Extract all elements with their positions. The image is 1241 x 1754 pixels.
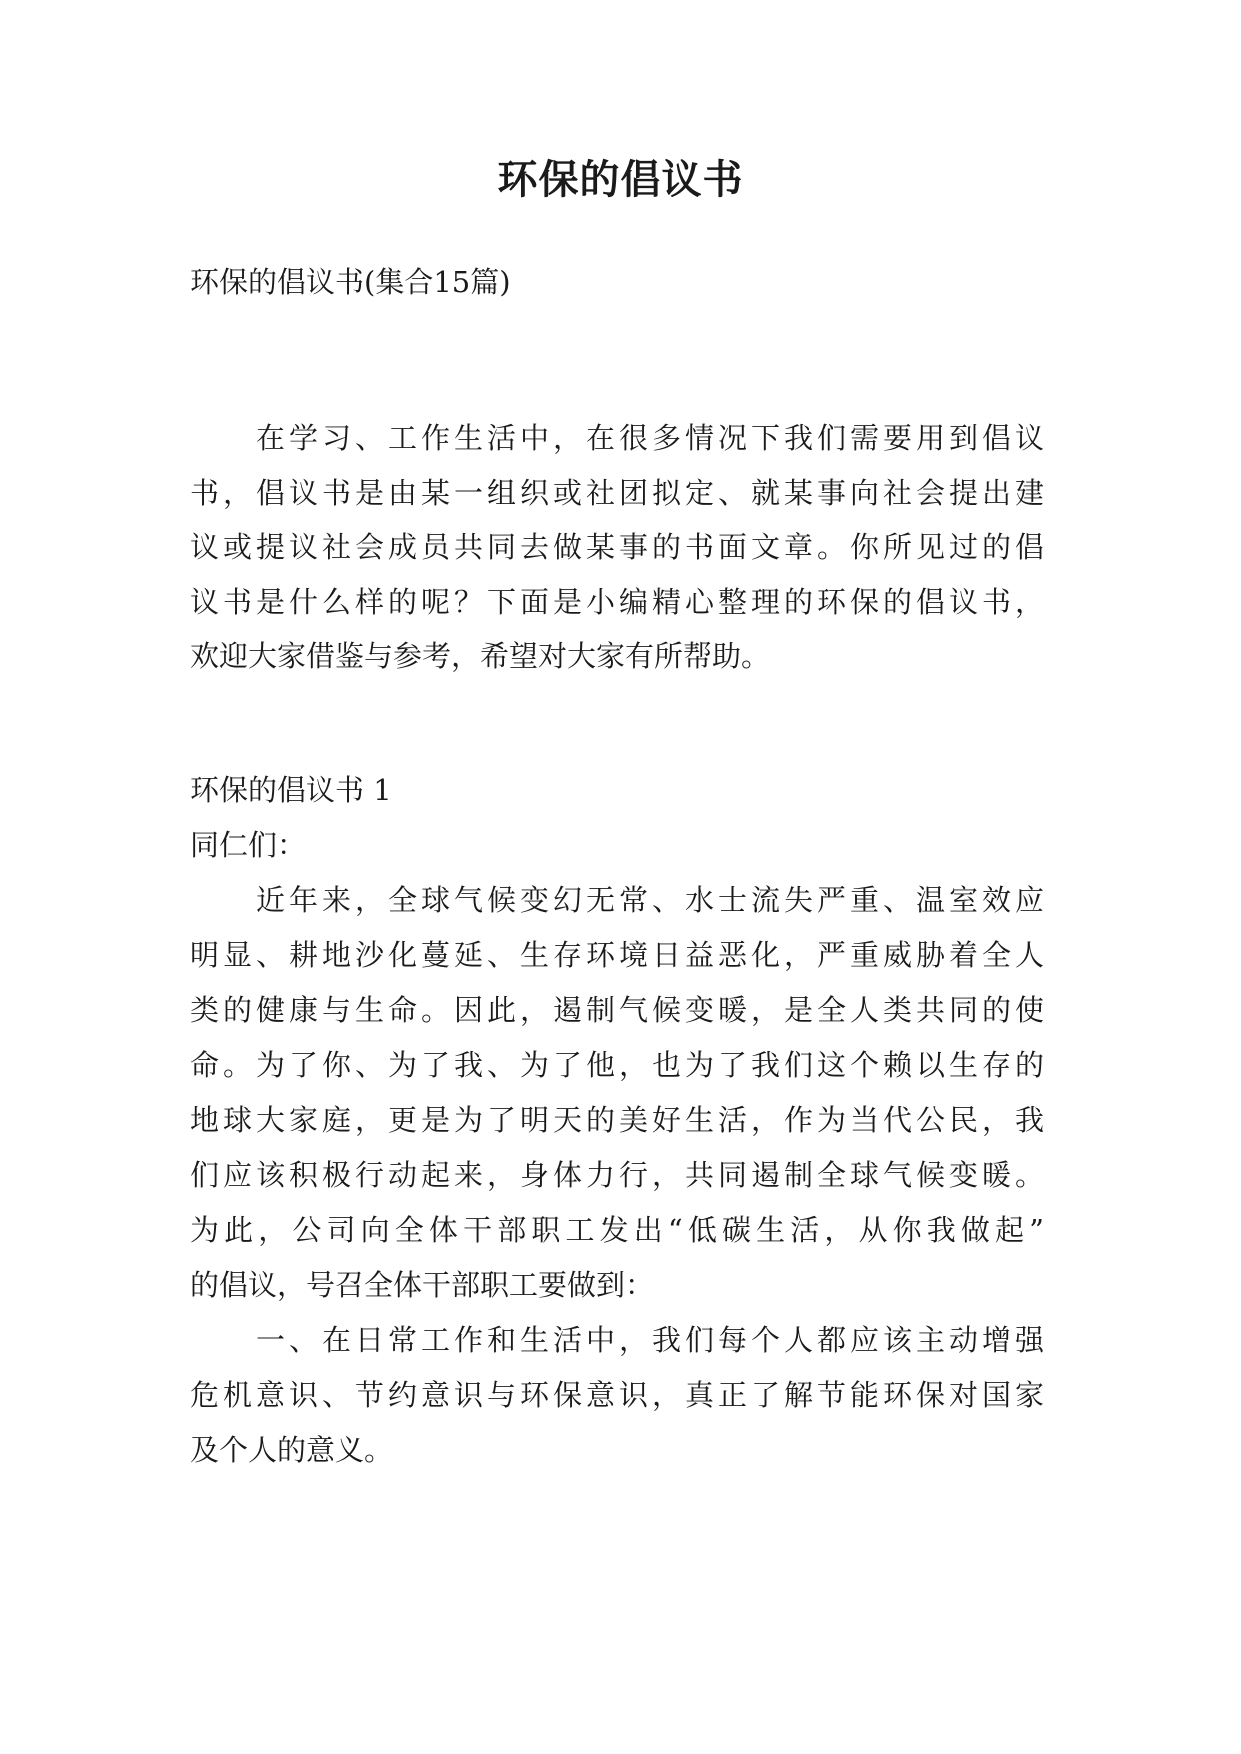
intro-line: 书，倡议书是由某一组织或社团拟定、就某事向社会提出建 bbox=[190, 476, 1044, 510]
body-line: 近年来，全球气候变幻无常、水士流失严重、温室效应 bbox=[256, 883, 1044, 917]
body-line: 类的健康与生命。因此，遏制气候变暖，是全人类共同的使 bbox=[190, 993, 1044, 1027]
body-line: 地球大家庭，更是为了明天的美好生活，作为当代公民，我 bbox=[190, 1103, 1044, 1137]
body-line: 一、在日常工作和生活中，我们每个人都应该主动增强 bbox=[256, 1323, 1044, 1357]
intro-line: 欢迎大家借鉴与参考，希望对大家有所帮助。 bbox=[190, 639, 771, 673]
intro-line: 议或提议社会成员共同去做某事的书面文章。你所见过的倡 bbox=[190, 530, 1044, 564]
document-subtitle: 环保的倡议书(集合15篇) bbox=[190, 265, 511, 299]
body-line: 及个人的意义。 bbox=[190, 1433, 394, 1467]
body-line: 命。为了你、为了我、为了他，也为了我们这个赖以生存的 bbox=[190, 1048, 1044, 1082]
intro-line: 在学习、工作生活中，在很多情况下我们需要用到倡议 bbox=[256, 421, 1044, 455]
body-line: 为此，公司向全体干部职工发出“低碳生活，从你我做起” bbox=[190, 1213, 1044, 1247]
body-line: 危机意识、节约意识与环保意识，真正了解节能环保对国家 bbox=[190, 1378, 1044, 1412]
document-title: 环保的倡议书 bbox=[497, 157, 744, 203]
body-line: 的倡议，号召全体干部职工要做到： bbox=[190, 1268, 655, 1302]
section-heading: 环保的倡议书 1 bbox=[190, 773, 392, 807]
intro-line: 议书是什么样的呢？下面是小编精心整理的环保的倡议书， bbox=[190, 585, 1044, 619]
body-line: 明显、耕地沙化蔓延、生存环境日益恶化，严重威胁着全人 bbox=[190, 938, 1044, 972]
body-line: 们应该积极行动起来，身体力行，共同遏制全球气候变暖。 bbox=[190, 1158, 1044, 1192]
salutation: 同仁们： bbox=[190, 828, 307, 862]
